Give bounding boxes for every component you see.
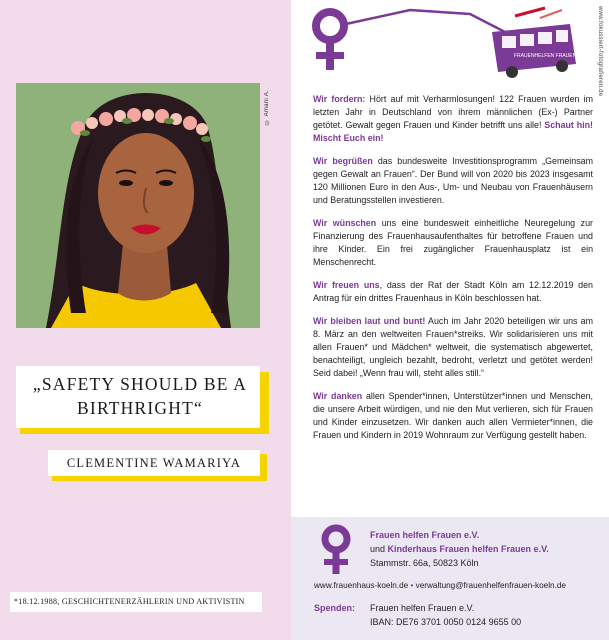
vertical-url: www.fokussiert-fotografieren.de [597, 6, 603, 97]
portrait-illustration [16, 83, 260, 328]
iban: IBAN: DE76 3701 0050 0124 9655 00 [370, 617, 522, 627]
portrait-svg [16, 83, 260, 328]
bus-sign: FRAUENHELFEN FRAUEN [514, 53, 577, 59]
org-name-1: Frauen helfen Frauen e.V. [370, 530, 480, 540]
paragraph-begruessen: Wir begrüßen das bundesweite Investitionsprogramm „Gemeinsam gegen Gewalt an Frauen“. Der Bund will von 2020 bis 2023 insgesamt 120 Millionen Euro in den Aus-, Um- und Neubau von Frauenhäusern und Beratungsstellen investieren. [313, 155, 593, 206]
org-line-2: und Kinderhaus Frauen helfen Frauen e.V. [370, 544, 549, 554]
bus-icon [492, 8, 576, 78]
quote-yellow-bottom [20, 428, 269, 434]
person-name: CLEMENTINE WAMARIYA [66, 456, 242, 470]
contact-line [314, 581, 566, 590]
quote-yellow-right [260, 372, 269, 434]
email-link[interactable]: verwaltung@frauenhelfenfrauen-koeln.de [415, 581, 566, 590]
paragraph-danken: Wir danken allen Spender*innen, Unterstützer*innen und Menschen, die unsere Arbeit würdigen, und nie den Mut verlieren, sich für Frauen und Kinder einzusetzen. Wir danken auch allen Vermieter*innen, die Frauen und Kindern in 2019 Wohnraum zur Verfügung gestellt haben. [313, 390, 593, 441]
org-address: Stammstr. 66a, 50823 Köln [370, 558, 479, 568]
illustration-credit: © Amani A. [264, 90, 270, 125]
org-block [370, 528, 549, 570]
venus-icon [316, 12, 344, 70]
footnote: *18.12.1988, GESCHICHTENERZÄHLERIN UND AKTIVISTIN [14, 597, 245, 606]
footer-venus-icon [316, 524, 356, 576]
website-link[interactable]: www.frauenhaus-koeln.de [314, 581, 409, 590]
name-yellow-bottom [52, 476, 267, 481]
org-name-2: Kinderhaus Frauen helfen Frauen e.V. [387, 544, 549, 554]
donate-name: Frauen helfen Frauen e.V. [370, 603, 475, 613]
donate-label: Spenden: [314, 603, 356, 613]
body-text [313, 93, 593, 452]
header-illustration [300, 2, 592, 84]
paragraph-fordern: Wir fordern: Hört auf mit Verharmlosungen! 122 Frauen wurden im letzten Jahr in Deutschland von ihrem männlichen (Ex-) Partner getötet. Gewalt gegen Frauen und Kinder betrifft uns alle! Schaut hin! Mischt Euch ein! [313, 94, 594, 144]
paragraph-wuenschen: Wir wünschen uns eine bundesweit einheitliche Neuregelung zur Finanzierung des Frauenhausaufenthaltes für betroffene Frauen und ihre Kinder. Ein frei zugänglicher Frauenhausplatz ist ein Menschenrecht. [313, 217, 593, 268]
name-yellow-right [260, 454, 267, 481]
contact-separator: • [408, 581, 416, 590]
donation-block [314, 601, 521, 629]
paragraph-freuen: Wir freuen uns, dass der Rat der Stadt Köln am 12.12.2019 den Antrag für ein drittes Frauenhaus in Köln beschlossen hat. [313, 279, 593, 303]
paragraph-laut: Wir bleiben laut und bunt! Auch im Jahr 2020 beteiligen wir uns am 8. März an den weltweiten Frauen*streiks. Wir solidarisieren uns mit allen Frauen* und Mädchen* weltweit, die systematisch abgewertet, benachteiligt, ungleich bezahlt, bedroht, verletzt und getötet werden! Seid dabei! „Wenn frau will, steht alles still.“ [313, 315, 593, 379]
quote-text: „SAFETY SHOULD BE A BIRTHRIGHT“ [32, 374, 248, 418]
